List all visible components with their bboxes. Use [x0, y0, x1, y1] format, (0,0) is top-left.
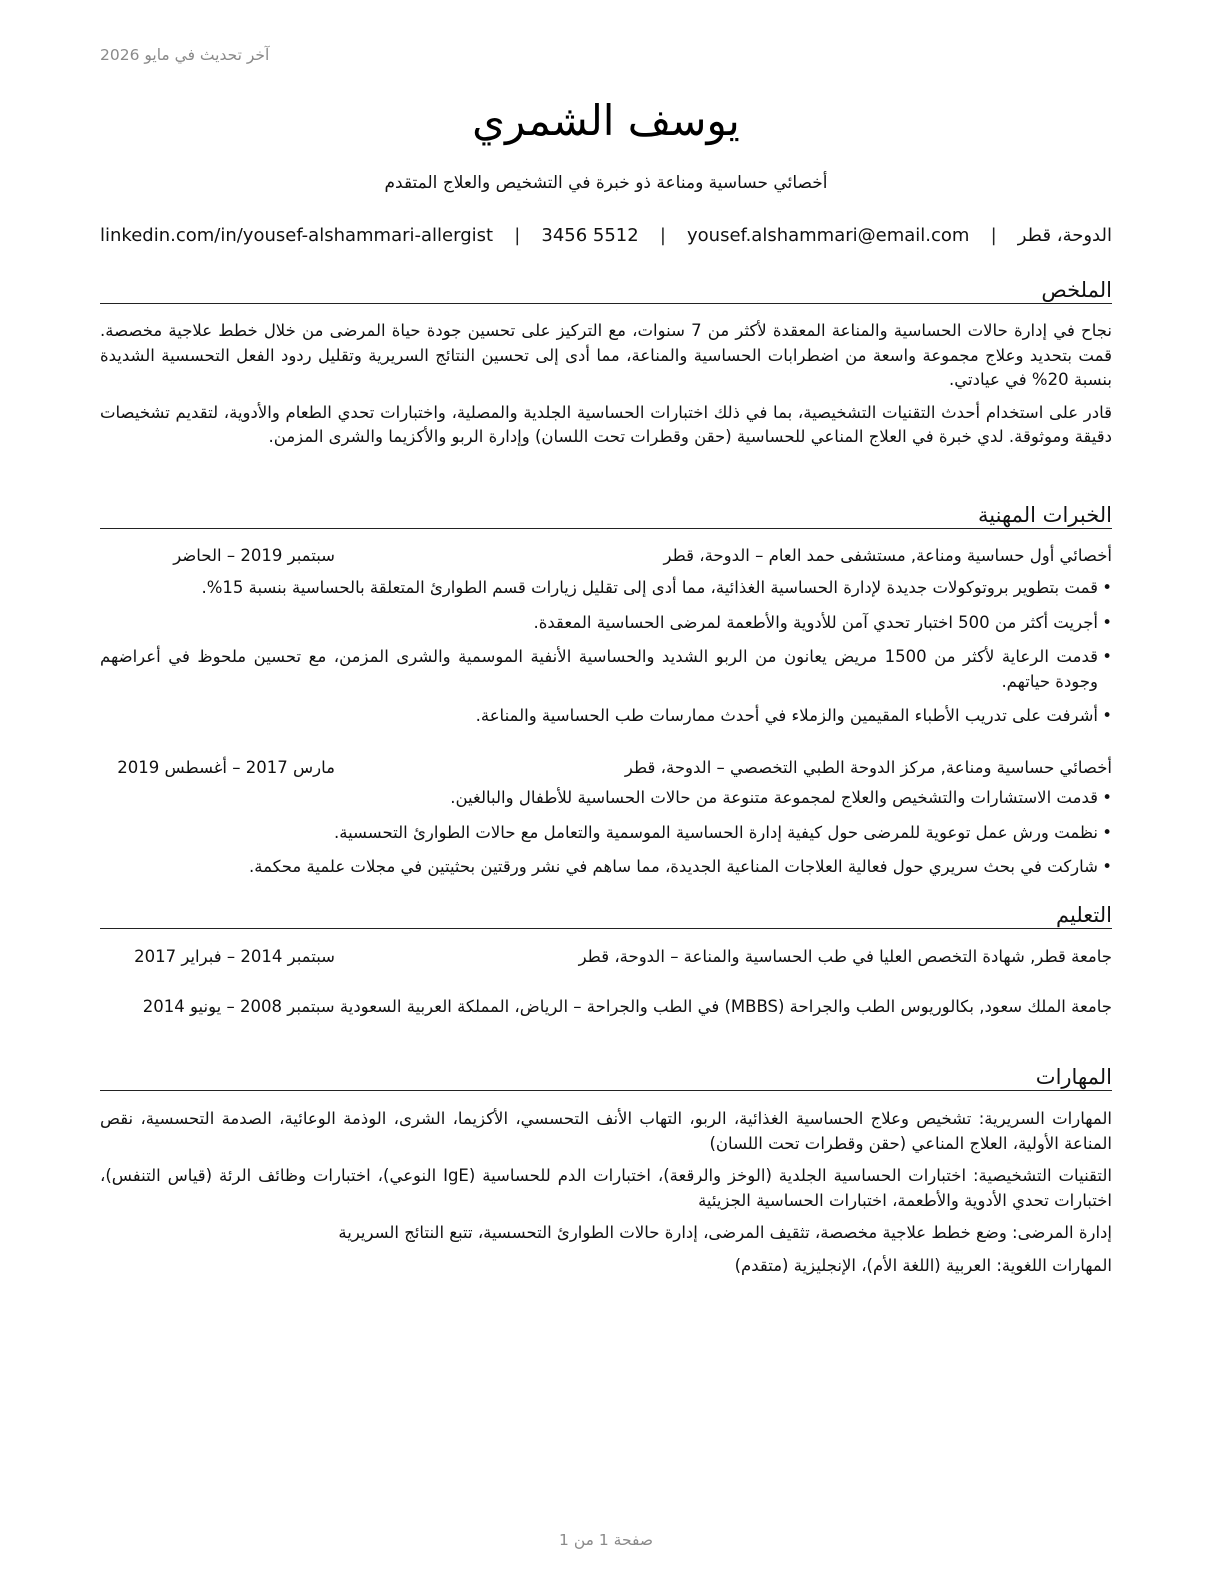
- candidate-tagline: أخصائي حساسية ومناعة ذو خبرة في التشخيص والعلاج المتقدم: [384, 173, 828, 193]
- summary-paragraph: نجاح في إدارة حالات الحساسية والمناعة المعقدة لأكثر من 7 سنوات، مع التركيز على تحسين جودة حياة المرضى من خلال خطط علاجية مخصصة. قمت بتحديد وعلاج مجموعة واسعة من اضطرابات الحساسية والمناعة، مما أدى إلى تحسين النتائج السريرية وتقليل ردود الفعل التحسسية الشديدة بنسبة 20% في عيادتي.: [100, 321, 1112, 389]
- skills-line: المهارات السريرية: تشخيص وعلاج الحساسية الغذائية، الربو، التهاب الأنف التحسسي، الأكزيما، الشرى، الوذمة الوعائية، الصدمة التحسسية، نقص المناعة الأولية، العلاج المناعي (حقن وقطرات تحت اللسان): [100, 1109, 1112, 1153]
- skills-line: التقنيات التشخيصية: اختبارات الحساسية الجلدية (الوخز والرقعة)، اختبارات الدم للحساسية (IgE النوعي)، اختبارات وظائف الرئة (قياس التنفس)، اختبارات تحدي الأدوية والأطعمة، اختبارات الحساسية الجزيئية: [100, 1166, 1112, 1210]
- contact-separator: |: [659, 225, 666, 246]
- contact-separator: |: [990, 225, 997, 246]
- job-title: أخصائي أول حساسية ومناعة, مستشفى حمد العام – الدوحة، قطر: [663, 546, 1112, 565]
- skills-line: المهارات اللغوية: العربية (اللغة الأم)، الإنجليزية (متقدم): [734, 1255, 1112, 1275]
- education-entry: [100, 995, 1112, 1020]
- contact-separator: |: [514, 225, 521, 246]
- job-dates: مارس 2017 – أغسطس 2019: [117, 758, 335, 777]
- job-title: أخصائي حساسية ومناعة, مركز الدوحة الطبي التخصصي – الدوحة، قطر: [624, 758, 1112, 777]
- list-item: • أجريت أكثر من 500 اختبار تحدي آمن للأدوية والأطعمة لمرضى الحساسية المعقدة.: [100, 611, 1112, 636]
- skills-line: إدارة المرضى: وضع خطط علاجية مخصصة، تثقيف المرضى، إدارة حالات الطوارئ التحسسية، تتبع النتائج السريرية: [338, 1223, 1112, 1242]
- list-item: • قدمت الاستشارات والتشخيص والعلاج لمجموعة متنوعة من حالات الحساسية للأطفال والبالغين.: [100, 786, 1112, 811]
- summary-paragraph: قادر على استخدام أحدث التقنيات التشخيصية، بما في ذلك اختبارات الحساسية الجلدية والمصلية، واختبارات تحدي الطعام والأدوية، لتقديم تشخيصات دقيقة وموثوقة. لدي خبرة في العلاج المناعي للحساسية (حقن وقطرات تحت اللسان) وإدارة الربو والأكزيما والشرى المزمن.: [100, 402, 1112, 446]
- contact-email[interactable]: yousef.alshammari@email.com: [687, 225, 970, 246]
- summary-block: [100, 319, 1112, 458]
- job-bullets: [100, 576, 1112, 739]
- education-title: جامعة قطر, شهادة التخصص العليا في طب الحساسية والمناعة – الدوحة، قطر: [578, 947, 1112, 966]
- job-bullets: [100, 786, 1112, 890]
- section-title-summary: الملخص: [100, 277, 1112, 304]
- contact-line: [100, 223, 1112, 249]
- candidate-name: يوسف الشمري: [472, 96, 740, 145]
- contact-linkedin[interactable]: linkedin.com/in/yousef-alshammari-allergist: [100, 225, 494, 246]
- section-title-education: التعليم: [100, 902, 1112, 929]
- resume-page: [100, 0, 1112, 1584]
- education-dates: سبتمبر 2008 – يونيو 2014: [142, 997, 335, 1016]
- section-title-skills: المهارات: [100, 1064, 1112, 1091]
- list-item: • قدمت الرعاية لأكثر من 1500 مريض يعانون من الربو الشديد والحساسية الأنفية الموسمية والشرى المزمن، مع تحسين ملحوظ في أعراضهم وجودة حياتهم.: [100, 645, 1112, 694]
- contact-location: الدوحة، قطر: [1017, 225, 1112, 246]
- list-item: • نظمت ورش عمل توعوية للمرضى حول كيفية إدارة الحساسية الموسمية والتعامل مع حالات الطوارئ التحسسية.: [100, 821, 1112, 846]
- education-dates: سبتمبر 2014 – فبراير 2017: [134, 947, 335, 966]
- list-item: • أشرفت على تدريب الأطباء المقيمين والزملاء في أحدث ممارسات طب الحساسية والمناعة.: [100, 704, 1112, 729]
- section-title-experience: الخبرات المهنية: [100, 502, 1112, 529]
- job-dates: سبتمبر 2019 – الحاضر: [173, 546, 335, 565]
- list-item: • شاركت في بحث سريري حول فعالية العلاجات المناعية الجديدة، مما ساهم في نشر ورقتين بحثيتين في مجلات علمية محكمة.: [100, 855, 1112, 880]
- list-item: • قمت بتطوير بروتوكولات جديدة لإدارة الحساسية الغذائية، مما أدى إلى تقليل زيارات قسم الطوارئ المتعلقة بالحساسية بنسبة 15%.: [100, 576, 1112, 601]
- skills-block: [100, 1107, 1112, 1286]
- last-updated-note: آخر تحديث في مايو 2026: [100, 46, 270, 64]
- education-title: جامعة الملك سعود, بكالوريوس الطب والجراحة (MBBS) في الطب والجراحة – الرياض، المملكة العربية السعودية: [339, 997, 1112, 1016]
- page-number: صفحة 1 من 1: [559, 1531, 653, 1549]
- contact-phone[interactable]: 3456 5512: [541, 225, 639, 246]
